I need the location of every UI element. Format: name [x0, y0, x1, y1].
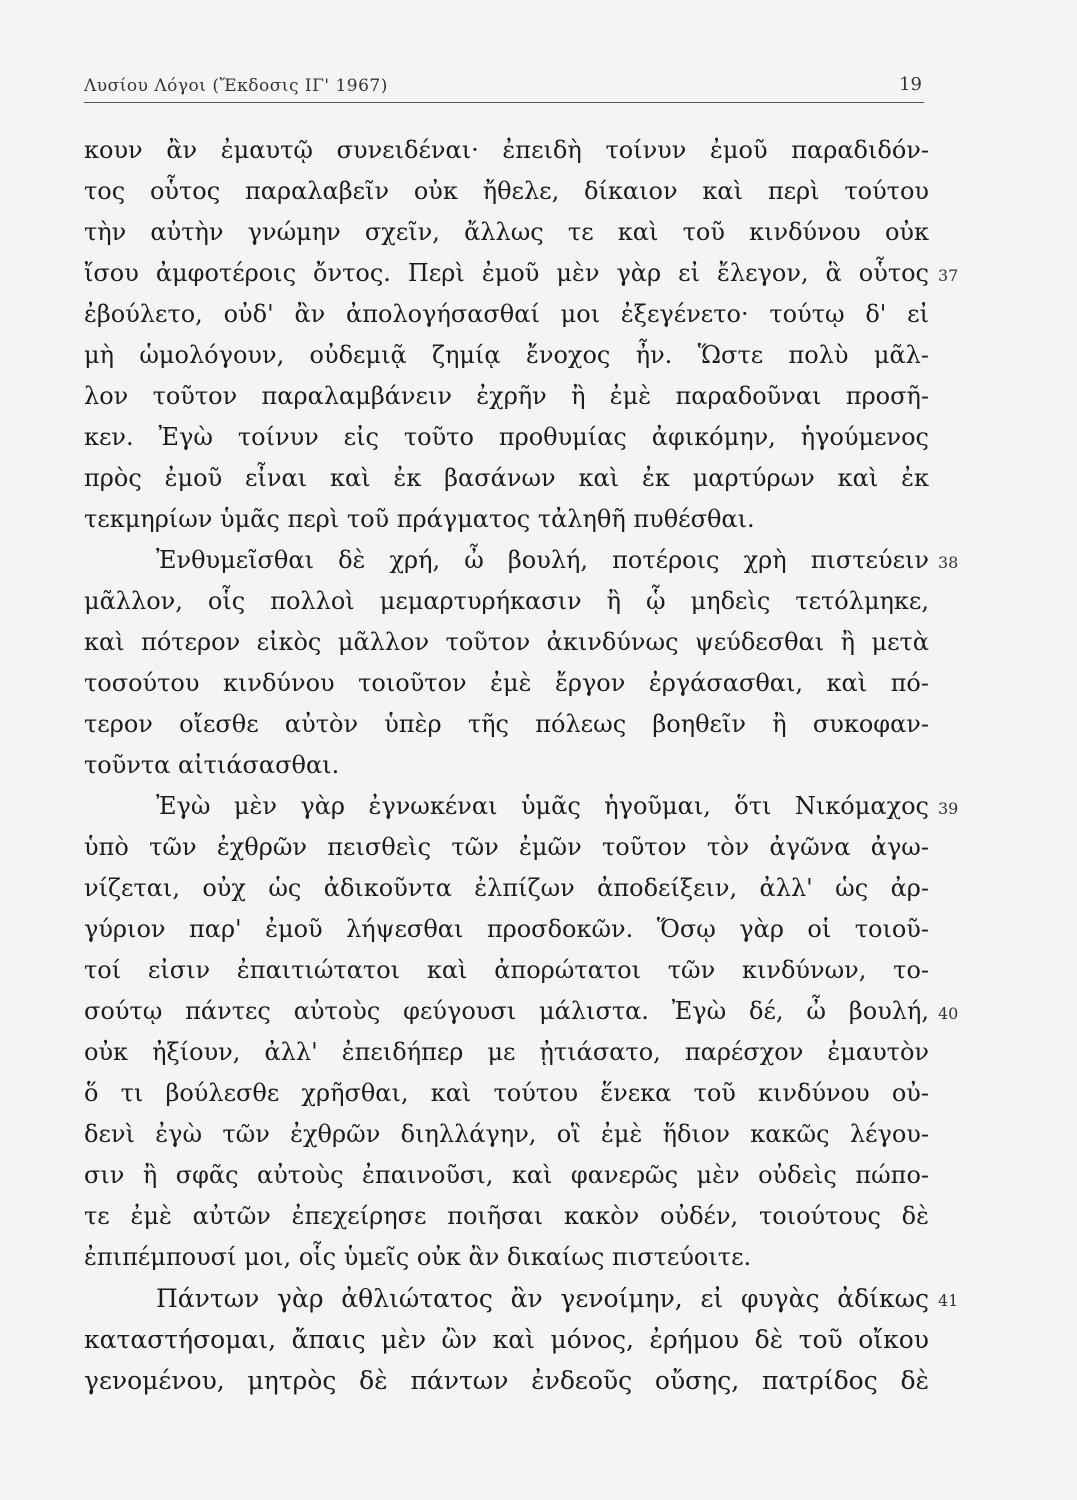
line-text: Πάντων γὰρ ἀθλιώτατος ἂν γενοίμην, εἰ φυγὰς ἀδίκως — [156, 1284, 929, 1313]
text-line — [84, 950, 929, 991]
text-line — [84, 663, 929, 704]
section-number: 40 — [938, 1004, 959, 1023]
text-line — [84, 1032, 929, 1073]
section-number: 41 — [938, 1291, 959, 1310]
text-line — [84, 417, 929, 458]
text-line — [84, 909, 929, 950]
text-line — [84, 171, 929, 212]
text-line — [84, 991, 959, 1032]
text-line — [84, 704, 929, 745]
text-line — [84, 868, 929, 909]
line-text: ὑπὸ τῶν ἐχθρῶν πεισθεὶς τῶν ἐμῶν τοῦτον τὸν ἀγῶνα ἀγω- — [84, 833, 929, 861]
running-title: Λυσίου Λόγοι (Ἔκδοσις ΙΓ' 1967) — [84, 76, 388, 96]
line-text: τοσούτου κινδύνου τοιοῦτον ἐμὲ ἔργον ἐργάσασθαι, καὶ πό- — [84, 669, 929, 697]
text-line — [84, 130, 929, 171]
text-line — [84, 1360, 929, 1401]
line-text: σούτῳ πάντες αὐτοὺς φεύγουσι μάλιστα. Ἐγὼ δέ, ὦ βουλή, — [84, 997, 929, 1025]
line-text: λον τοῦτον παραλαμβάνειν ἐχρῆν ἢ ἐμὲ παραδοῦναι προσῆ- — [84, 382, 929, 410]
line-text: τοί εἰσιν ἐπαιτιώτατοι καὶ ἀπορώτατοι τῶν κινδύνων, το- — [84, 956, 929, 984]
line-text: Ἐγὼ μὲν γὰρ ἐγνωκέναι ὑμᾶς ἡγοῦμαι, ὅτι Νικόμαχος — [156, 792, 929, 820]
text-line — [84, 376, 929, 417]
line-text: τεκμηρίων ὑμᾶς περὶ τοῦ πράγματος τἀληθῆ πυθέσθαι. — [84, 505, 755, 533]
line-text: τερον οἴεσθε αὐτὸν ὑπὲρ τῆς πόλεως βοηθεῖν ἢ συκοφαν- — [84, 710, 929, 738]
section-number: 37 — [938, 266, 959, 285]
text-line — [84, 1237, 929, 1278]
text-line — [84, 335, 929, 376]
line-text: μὴ ὡμολόγουν, οὐδεμιᾷ ζημίᾳ ἔνοχος ἦν. Ὥστε πολὺ μᾶλ- — [84, 341, 929, 369]
line-text: μᾶλλον, οἷς πολλοὶ μεμαρτυρήκασιν ἢ ᾧ μηδεὶς τετόλμηκε, — [84, 587, 929, 615]
text-line — [84, 212, 929, 253]
text-line — [84, 1319, 929, 1360]
line-text: νίζεται, οὐχ ὡς ἀδικοῦντα ἐλπίζων ἀποδείξειν, ἀλλ' ὡς ἀρ- — [84, 874, 929, 902]
text-line — [84, 294, 929, 335]
text-line — [84, 253, 959, 294]
line-text: τὴν αὐτὴν γνώμην σχεῖν, ἄλλως τε καὶ τοῦ κινδύνου οὐκ — [84, 218, 929, 246]
page-number: 19 — [899, 74, 922, 95]
text-line — [84, 581, 929, 622]
line-text: πρὸς ἐμοῦ εἶναι καὶ ἐκ βασάνων καὶ ἐκ μαρτύρων καὶ ἐκ — [84, 464, 929, 492]
text-line — [84, 1114, 929, 1155]
line-text: ἐπιπέμπουσί μοι, οἷς ὑμεῖς οὐκ ἂν δικαίως πιστεύοιτε. — [84, 1243, 752, 1271]
text-line — [84, 745, 929, 786]
text-line — [84, 1196, 929, 1237]
body-text — [84, 130, 959, 1401]
line-text: ἴσου ἀμφοτέροις ὄντος. Περὶ ἐμοῦ μὲν γὰρ εἰ ἔλεγον, ἃ οὗτος — [84, 259, 929, 287]
section-number: 38 — [938, 553, 959, 572]
text-line — [84, 622, 929, 663]
line-text: Ἐνθυμεῖσθαι δὲ χρή, ὦ βουλή, ποτέροις χρὴ πιστεύειν — [156, 546, 929, 574]
line-text: γενομένου, μητρὸς δὲ πάντων ἐνδεοῦς οὔσης, πατρίδος δὲ — [84, 1366, 929, 1395]
section-number: 39 — [938, 799, 959, 818]
line-text: γύριον παρ' ἐμοῦ λήψεσθαι προσδοκῶν. Ὅσῳ γὰρ οἱ τοιοῦ- — [84, 915, 929, 943]
line-text: οὐκ ἠξίουν, ἀλλ' ἐπειδήπερ με ᾐτιάσατο, παρέσχον ἐμαυτὸν — [84, 1038, 929, 1066]
line-text: τος οὗτος παραλαβεῖν οὐκ ἤθελε, δίκαιον καὶ περὶ τούτου — [84, 177, 929, 205]
text-line — [84, 786, 959, 827]
line-text: τε ἐμὲ αὐτῶν ἐπεχείρησε ποιῆσαι κακὸν οὐδέν, τοιούτους δὲ — [84, 1202, 929, 1230]
line-text: καταστήσομαι, ἄπαις μὲν ὢν καὶ μόνος, ἐρήμου δὲ τοῦ οἴκου — [84, 1325, 929, 1354]
line-text: σιν ἢ σφᾶς αὐτοὺς ἐπαινοῦσι, καὶ φανερῶς μὲν οὐδεὶς πώπο- — [84, 1161, 929, 1189]
text-line — [84, 540, 959, 581]
text-line — [84, 1073, 929, 1114]
line-text: κεν. Ἐγὼ τοίνυν εἰς τοῦτο προθυμίας ἀφικόμην, ἡγούμενος — [84, 423, 929, 451]
text-line — [84, 1155, 929, 1196]
running-header — [84, 68, 924, 103]
line-text: ἐβούλετο, οὐδ' ἂν ἀπολογήσασθαί μοι ἐξεγένετο· τούτῳ δ' εἰ — [84, 300, 929, 328]
text-line — [84, 458, 929, 499]
line-text: καὶ πότερον εἰκὸς μᾶλλον τοῦτον ἀκινδύνως ψεύδεσθαι ἢ μετὰ — [84, 628, 929, 656]
line-text: κουν ἂν ἐμαυτῷ συνειδέναι· ἐπειδὴ τοίνυν ἐμοῦ παραδιδόν- — [84, 136, 929, 164]
line-text: τοῦντα αἰτιάσασθαι. — [84, 751, 340, 779]
line-text: δενὶ ἐγὼ τῶν ἐχθρῶν διηλλάγην, οἳ ἐμὲ ἥδιον κακῶς λέγου- — [84, 1120, 929, 1148]
text-line — [84, 1278, 959, 1319]
text-line — [84, 499, 929, 540]
text-line — [84, 827, 929, 868]
line-text: ὅ τι βούλεσθε χρῆσθαι, καὶ τούτου ἕνεκα τοῦ κινδύνου οὐ- — [84, 1079, 929, 1107]
